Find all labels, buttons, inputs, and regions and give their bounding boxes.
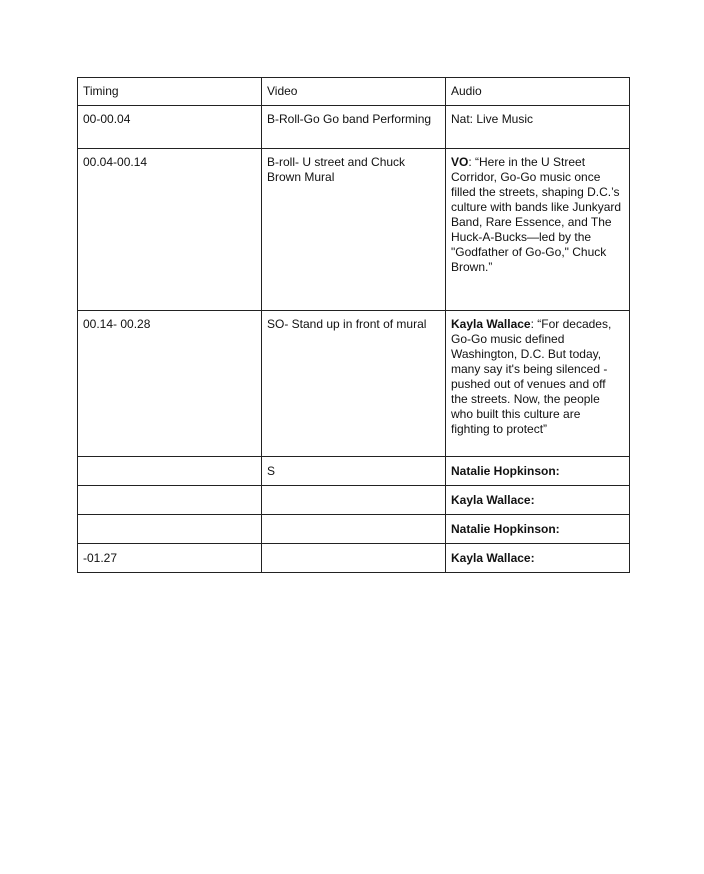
video-cell: SO- Stand up in front of mural <box>262 311 446 457</box>
timing-cell <box>78 457 262 486</box>
timing-cell: 00.14- 00.28 <box>78 311 262 457</box>
video-cell <box>262 486 446 515</box>
table-row <box>78 311 630 457</box>
table-row <box>78 106 630 149</box>
script-table <box>77 77 630 573</box>
table-row <box>78 544 630 573</box>
timing-cell: 00.04-00.14 <box>78 149 262 311</box>
video-cell: B-roll- U street and Chuck Brown Mural <box>262 149 446 311</box>
audio-speaker: Kayla Wallace: <box>451 493 535 507</box>
audio-cell <box>446 311 630 457</box>
audio-speaker: Kayla Wallace <box>451 317 531 331</box>
video-cell <box>262 544 446 573</box>
header-audio: Audio <box>446 78 630 106</box>
audio-text: : “Here in the U Street Corridor, Go-Go music once filled the streets, shaping D.C.’s culture with bands like Junkyard Band, Rare Essence, and The Huck-A-Bucks—led by the "Godfather of Go-Go," Chuck Brown.” <box>451 155 622 274</box>
video-cell: B-Roll-Go Go band Performing <box>262 106 446 149</box>
table-row <box>78 486 630 515</box>
audio-cell <box>446 457 630 486</box>
audio-speaker: Kayla Wallace: <box>451 551 535 565</box>
table-row <box>78 149 630 311</box>
audio-speaker: VO <box>451 155 469 169</box>
audio-cell <box>446 544 630 573</box>
audio-text-continued: fighting to protect” <box>451 422 548 436</box>
table-row <box>78 515 630 544</box>
timing-cell <box>78 515 262 544</box>
timing-cell: -01.27 <box>78 544 262 573</box>
timing-cell: 00-00.04 <box>78 106 262 149</box>
audio-speaker: Natalie Hopkinson: <box>451 464 560 478</box>
audio-text: : “For decades, Go-Go music defined Washington, D.C. But today, many say it's being silenced -pushed out of venues and off the streets. Now, the people who built this culture are <box>451 317 612 421</box>
audio-cell <box>446 149 630 311</box>
audio-text: Nat: Live Music <box>451 112 534 126</box>
audio-cell <box>446 486 630 515</box>
timing-cell <box>78 486 262 515</box>
table-row <box>78 457 630 486</box>
audio-speaker: Natalie Hopkinson: <box>451 522 560 536</box>
video-cell: S <box>262 457 446 486</box>
audio-cell <box>446 106 630 149</box>
video-cell <box>262 515 446 544</box>
audio-cell <box>446 515 630 544</box>
table-header-row <box>78 78 630 106</box>
header-video: Video <box>262 78 446 106</box>
header-timing: Timing <box>78 78 262 106</box>
